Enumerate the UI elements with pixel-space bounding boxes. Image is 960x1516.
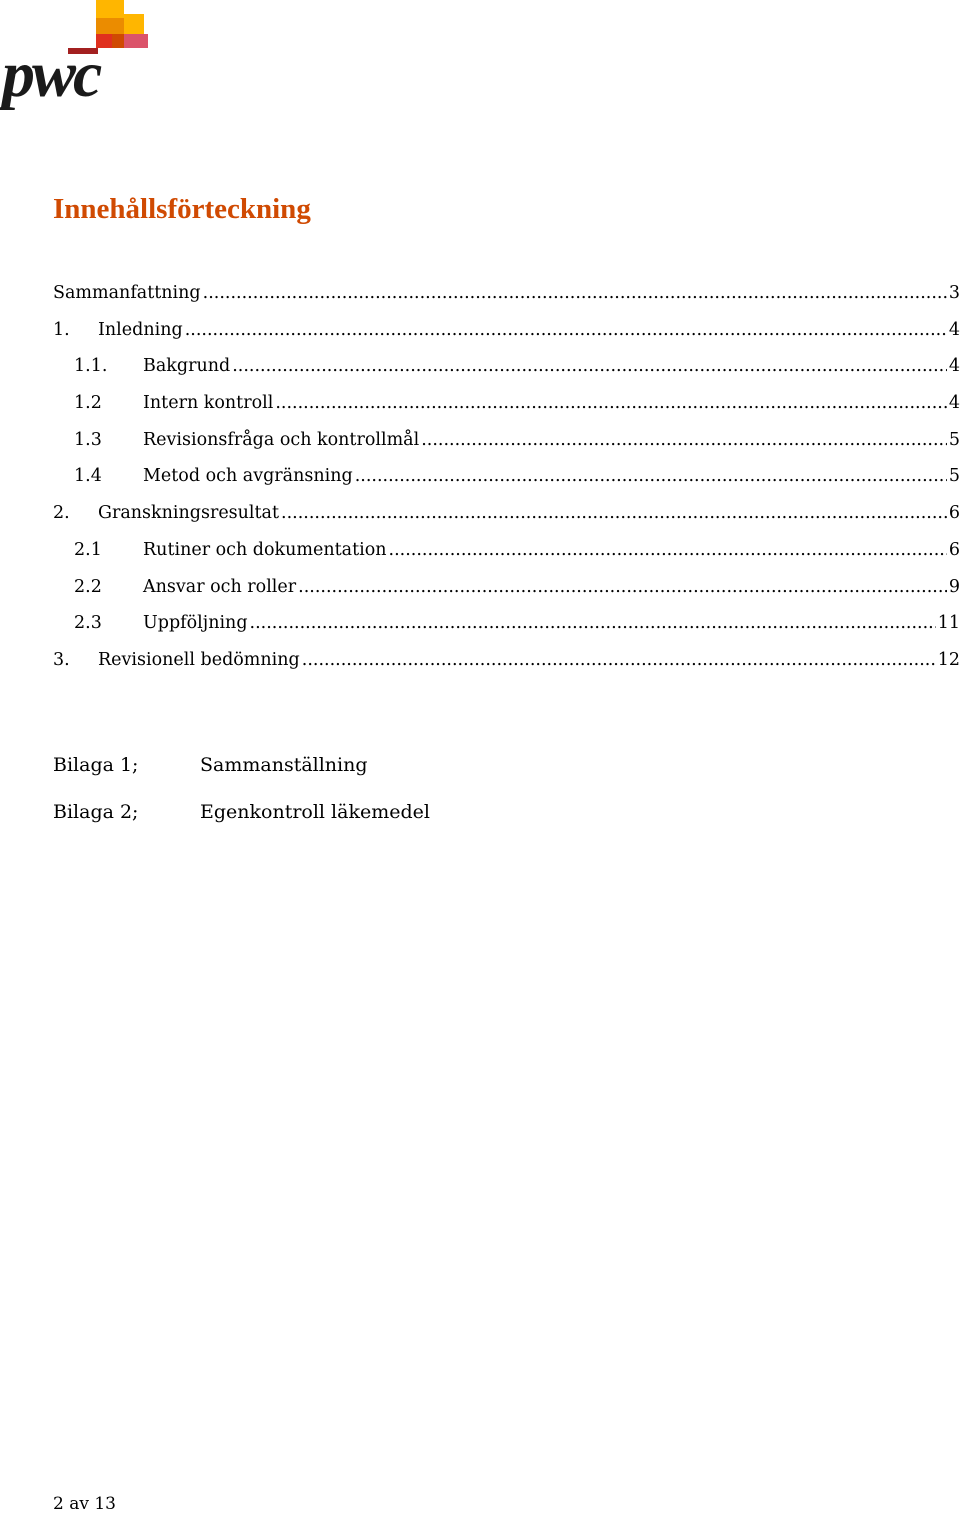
toc-dot-leader <box>203 280 947 306</box>
toc-entry-inledning[interactable] <box>53 317 960 354</box>
table-of-contents <box>53 280 960 684</box>
toc-entry-label: Uppföljning <box>143 613 248 634</box>
pwc-logo <box>0 0 160 120</box>
page-number-footer: 2 av 13 <box>53 1494 116 1514</box>
appendix-1 <box>53 752 368 778</box>
toc-entry-number: 1.3 <box>74 429 102 450</box>
toc-entry-uppfoljning[interactable] <box>53 610 960 647</box>
toc-entry-page: 4 <box>948 319 960 340</box>
toc-entry-number: 1.2 <box>74 393 102 414</box>
toc-entry-label: Inledning <box>98 319 183 340</box>
toc-entry-label: Sammanfattning <box>53 283 201 303</box>
toc-entry-number: 1.4 <box>74 466 102 487</box>
toc-entry-label: Rutiner och dokumentation <box>143 539 387 560</box>
toc-entry-revisionsfraga[interactable] <box>53 427 960 464</box>
toc-dot-leader <box>275 390 947 416</box>
toc-entry-page: 5 <box>948 466 960 487</box>
toc-dot-leader <box>298 574 947 600</box>
toc-entry-number: 2.3 <box>74 613 102 634</box>
appendix-title: Sammanställning <box>200 754 368 776</box>
toc-entry-page: 6 <box>948 539 960 560</box>
toc-dot-leader <box>421 427 947 453</box>
toc-entry-number: 1. <box>53 319 70 340</box>
toc-entry-number: 2.1 <box>74 539 102 560</box>
appendix-title: Egenkontroll läkemedel <box>200 801 430 823</box>
toc-dot-leader <box>302 647 936 673</box>
toc-dot-leader <box>389 537 947 563</box>
toc-entry-metod[interactable] <box>53 463 960 500</box>
toc-entry-label: Revisionsfråga och kontrollmål <box>143 429 420 450</box>
toc-entry-number: 1.1. <box>74 356 108 377</box>
toc-title: Innehållsförteckning <box>53 193 311 225</box>
toc-entry-number: 2. <box>53 503 70 524</box>
toc-entry-label: Granskningsresultat <box>98 503 280 524</box>
toc-dot-leader <box>355 463 947 489</box>
toc-entry-page: 3 <box>948 283 960 303</box>
toc-entry-ansvar[interactable] <box>53 574 960 611</box>
toc-dot-leader <box>232 353 947 379</box>
appendix-number: Bilaga 2; <box>53 801 139 823</box>
toc-entry-sammanfattning[interactable] <box>53 280 960 317</box>
appendix-2 <box>53 799 430 825</box>
toc-entry-page: 9 <box>948 576 960 597</box>
toc-entry-bakgrund[interactable] <box>53 353 960 390</box>
toc-entry-page: 11 <box>937 613 960 634</box>
toc-entry-label: Metod och avgränsning <box>143 466 353 487</box>
toc-entry-label: Revisionell bedömning <box>98 649 300 670</box>
toc-entry-page: 5 <box>948 429 960 450</box>
pwc-wordmark: pwc <box>2 38 100 111</box>
toc-entry-rutiner[interactable] <box>53 537 960 574</box>
toc-dot-leader <box>250 610 936 636</box>
toc-entry-page: 12 <box>937 649 960 670</box>
toc-dot-leader <box>281 500 947 526</box>
toc-dot-leader <box>185 317 947 343</box>
toc-entry-label: Intern kontroll <box>143 393 274 414</box>
toc-entry-revisionell-bedomning[interactable] <box>53 647 960 684</box>
toc-entry-label: Ansvar och roller <box>143 576 297 597</box>
toc-entry-page: 4 <box>948 393 960 414</box>
toc-entry-intern-kontroll[interactable] <box>53 390 960 427</box>
toc-entry-number: 3. <box>53 649 70 670</box>
appendix-number: Bilaga 1; <box>53 754 139 776</box>
toc-entry-granskningsresultat[interactable] <box>53 500 960 537</box>
toc-entry-label: Bakgrund <box>143 356 231 377</box>
toc-entry-number: 2.2 <box>74 576 102 597</box>
toc-entry-page: 6 <box>948 503 960 524</box>
toc-entry-page: 4 <box>948 356 960 377</box>
